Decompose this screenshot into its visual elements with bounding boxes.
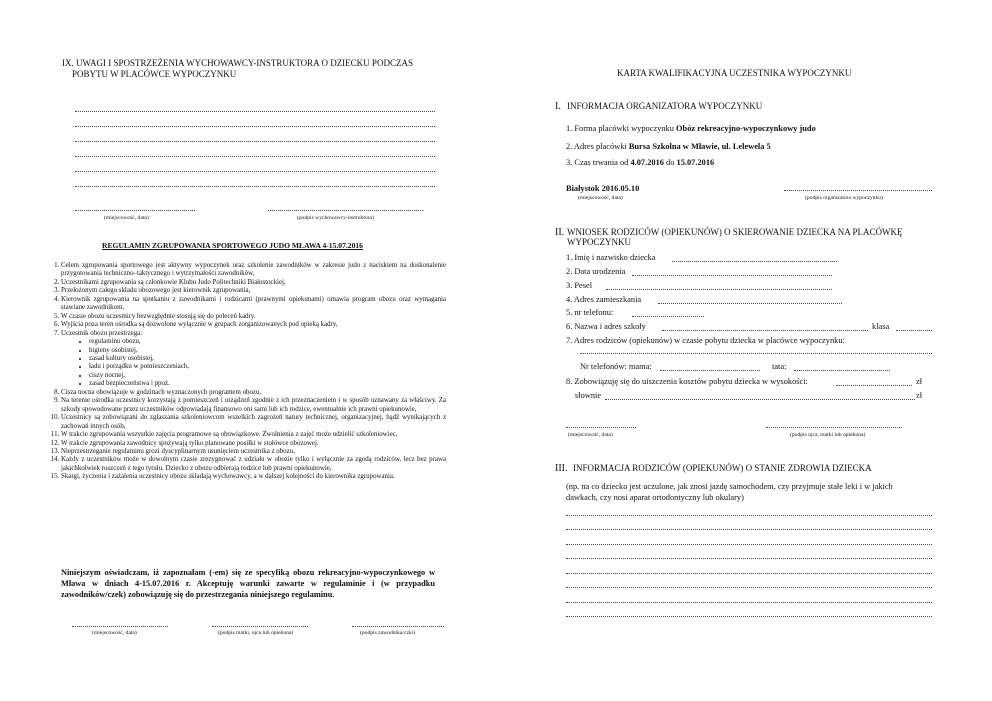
school-label: 6. Nazwa i adres szkoły <box>566 322 646 331</box>
caption-athlete-signature: (podpis zawodnika/czki) <box>360 630 416 636</box>
signature-line-tutor[interactable] <box>268 210 423 211</box>
parents-address-label: 7. Adres rodziców (opiekunów) w czasie pobytu dziecka w placówce wypoczynku: <box>566 336 845 345</box>
health-line[interactable] <box>566 573 932 574</box>
cost-words-unit: zł <box>916 391 923 400</box>
remarks-line[interactable] <box>75 126 435 127</box>
signature-line-place-4[interactable] <box>566 427 636 428</box>
class-label: klasa <box>872 322 890 331</box>
school-field[interactable] <box>662 330 868 331</box>
health-note-line1: (np. na co dziecko jest uczulone, jak znosi jazdę samochodem, czy przyjmuje stałe leki i w jakich <box>566 482 893 491</box>
date-from: 4.07.2016 <box>630 158 664 167</box>
caption-parent-signature-2: (podpis ojca, matki lub opiekuna) <box>790 432 866 438</box>
rule-item <box>61 330 446 389</box>
pesel-label: 3. Pesel <box>566 281 593 290</box>
rule-text: Uczestnik obozu przestrzega: <box>61 329 143 337</box>
health-line[interactable] <box>566 529 932 530</box>
phone-label: 5. nr telefonu: <box>566 308 614 317</box>
birth-date-field[interactable] <box>632 275 832 276</box>
health-line[interactable] <box>566 544 932 545</box>
rule-item: 12. W trakcie zgrupowania zawodnicy spożywają tylko planowane posiłki w stołówce obozowej. <box>61 440 446 448</box>
section-iii-title: INFORMACJA RODZICÓW (OPIEKUNÓW) O STANIE ZDROWIA DZIECKA <box>573 463 872 473</box>
bullet-item: • higieny osobistej, <box>89 347 446 355</box>
rule-item: 2. Uczestnikami zgrupowania są członkowie Klubu Judo Politechniki Białostockiej, <box>61 279 446 287</box>
caption-place-date-2: (miejscowość, data) <box>92 630 137 636</box>
remarks-line[interactable] <box>75 186 435 187</box>
health-line[interactable] <box>566 558 932 559</box>
cost-unit: zł <box>916 377 923 386</box>
mother-phone-field[interactable] <box>660 370 760 371</box>
remarks-line[interactable] <box>75 141 435 142</box>
father-phone-label: tata: <box>772 362 787 371</box>
phone-field[interactable] <box>632 316 704 317</box>
signature-line-place-2[interactable] <box>72 626 168 627</box>
rule-item: 3. Przełożonym całego składu obozowego jest kierownik zgrupowania, <box>61 287 446 295</box>
caption-parent-signature: (podpis matki, ojca lub opiekuna) <box>218 630 294 636</box>
organizer-form-line <box>566 124 816 135</box>
address-field[interactable] <box>658 303 842 304</box>
section-ix-title-line1: IX. UWAGI I SPOSTRZEŻENIA WYCHOWAWCY-INSTRUKTORA O DZIECKU PODCZAS <box>62 58 413 68</box>
remarks-line[interactable] <box>75 156 435 157</box>
signature-line-athlete[interactable] <box>352 626 444 627</box>
organizer-place-date: Białystok 2016.05.10 <box>566 184 640 193</box>
declaration-text: Niniejszym oświadczam, iż zapoznałam (-em) się ze specyfiką obozu rekreacyjno-wypoczynkowego w Mława w dniach 4-15.07.2016 r. Akceptuję warunki zawarte w regulaminie i (w przypadku zawodników/czek) zobowiązuję się do przestrzegania niniejszego regulaminu. <box>61 568 435 599</box>
rule-item: 4. Kierownik zgrupowania na spotkaniu z zawodnikami i rodzicami (prawnymi opiekunami) omawia program obozu oraz wymagania stawiane zawodnikom, <box>61 296 446 313</box>
section-ii-number: II. <box>555 227 565 238</box>
bullet-item: • ciszy nocnej, <box>89 372 446 380</box>
rule-item: 1. Celem zgrupowania sportowego jest aktywny wypoczynek oraz szkolenie zawodników w zakresie judo z naciskiem na doskonalenie przygotowania techniczno–taktycznego i wytrzymałości zawodników, <box>61 262 446 279</box>
caption-place-date: (miejscowość, data) <box>104 215 149 221</box>
health-note-line2: dawkach, czy nosi aparat ortodontyczny lub okulary) <box>566 493 744 502</box>
value: Obóz rekreacyjno-wypoczynkowy judo <box>676 124 816 133</box>
rule-item: 8. Cisza nocna obowiązuje w godzinach wyznaczonych programem obozu, <box>61 389 446 397</box>
rule-item: 14. Każdy z uczestników może w dowolnym czasie zrezygnować z udziału w obozie tylko i wyłącznie za zgodą rodziców, lecz bez prawa jakichkolwiek roszczeń z tego tytułu. Dziecko z obozu odbierają rodzice lub prawni opiekunowie, <box>61 456 446 473</box>
signature-line-parent-2[interactable] <box>766 427 902 428</box>
section-ix-title-line2: POBYTU W PLACÓWCE WYPOCZYNKU <box>72 69 237 79</box>
section-i-title: INFORMACJA ORGANIZATORA WYPOCZYNKU <box>567 101 763 111</box>
signature-line-parent[interactable] <box>212 626 308 627</box>
remarks-line[interactable] <box>75 171 435 172</box>
bullet-item: • zasad bezpieczeństwa i ppoż. <box>89 380 446 388</box>
rule-item: 5. W czasie obozu uczestnicy bezwzględnie stosują się do poleceń kadry. <box>61 313 446 321</box>
signature-line-place[interactable] <box>75 210 195 211</box>
section-iii-number: III. <box>555 463 568 474</box>
address-label: 4. Adres zamieszkania <box>566 295 642 304</box>
section-i-number: I. <box>555 101 561 112</box>
cost-words-field[interactable] <box>605 399 915 400</box>
mother-phone-label: Nr telefonów: mama: <box>580 362 652 371</box>
caption-place-date-3: (miejscowość, data) <box>578 195 623 201</box>
rule-item: 6. Wyjścia poza teren ośrodka są dozwolone wyłącznie w grupach zorganizowanych pod opieką kadry, <box>61 321 446 329</box>
rule-item: 15. Skargi, życzenia i zażalenia uczestnicy obozu składają wychowawcy, a w dalszej kolejności do kierownika zgrupowania. <box>61 473 446 481</box>
class-field[interactable] <box>896 330 932 331</box>
bullet-item: • zasad kultury osobistej, <box>89 355 446 363</box>
parents-address-field[interactable] <box>580 353 932 354</box>
birth-date-label: 2. Data urodzenia <box>566 267 626 276</box>
rule-item: 11. W trakcie zgrupowania wszystkie zajęcia programowe są obowiązkowe. Zwolnienia z zajęć może udzielić szkoleniowiec, <box>61 431 446 439</box>
pesel-field[interactable] <box>606 289 832 290</box>
organizer-address-line <box>566 142 771 153</box>
cost-words-label: słownie <box>575 391 602 400</box>
cost-field[interactable] <box>836 385 912 386</box>
caption-place-date-4: (miejscowość, data) <box>568 432 613 438</box>
regulamin-title: REGULAMIN ZGRUPOWANIA SPORTOWEGO JUDO MŁAWA 4-15.07.2016 <box>102 241 363 250</box>
cost-label: 8. Zobowiązuję się do uiszczenia kosztów pobytu dziecka w wysokości: <box>566 377 808 386</box>
label: 1. Forma placówki wypoczynku <box>566 124 677 133</box>
health-line[interactable] <box>566 587 932 588</box>
duration-line <box>566 158 714 169</box>
rule-item: 13. Nieprzestrzeganie regulaminu grozi dyscyplinarnym usunięciem uczestnika z obozu, <box>61 448 446 456</box>
health-line[interactable] <box>566 602 932 603</box>
health-line[interactable] <box>566 515 932 516</box>
caption-organizer-signature: (podpis organizatora wypoczynku) <box>805 195 883 201</box>
rule-bullets <box>61 338 446 389</box>
bullet-item: • ładu i porządku w pomieszczeniach, <box>89 363 446 371</box>
child-name-label: 1. Imię i nazwisko dziecka <box>566 253 656 262</box>
organizer-signature-line[interactable] <box>784 190 932 191</box>
value: Bursa Szkolna w Mławie, ul. Lelewela 5 <box>628 142 771 151</box>
date-to: 15.07.2016 <box>676 158 715 167</box>
father-phone-field[interactable] <box>794 370 890 371</box>
label: do <box>663 158 677 167</box>
health-line[interactable] <box>566 616 932 617</box>
remarks-line[interactable] <box>75 111 435 112</box>
caption-tutor-signature: (podpis wychowawcy-instruktora) <box>297 215 374 221</box>
rule-item: 9. Na terenie ośrodka uczestnicy korzystają z pomieszczeń i urządzeń zgodnie z ich przeznaczeniem i w sposób uznawany za właściwy. Za szkody spowodowane przez uczestników odpowiadają finansowo oni sami lub ich rodzice, ewentualnie ich prawni opiekunowie, <box>61 397 446 414</box>
regulamin-list <box>47 262 446 482</box>
bullet-item: • regulaminu obozu, <box>89 338 446 346</box>
form-title: KARTA KWALIFIKACYJNA UCZESTNIKA WYPOCZYNKU <box>617 68 852 78</box>
label: 2. Adres placówki <box>566 142 629 151</box>
section-ii-title-line2: WYPOCZYNKU <box>567 237 631 247</box>
label: 3. Czas trwania od <box>566 158 631 167</box>
rule-item: 10. Uczestnicy są zobowiązani do zgłaszania szkoleniowcom wszelkich zagrożeń natury technicznej, organizacyjnej, bądź wynikających z zachowań innych osób, <box>61 414 446 431</box>
section-ii-title-line1: WNIOSEK RODZICÓW (OPIEKUNÓW) O SKIEROWANIE DZIECKA NA PLACÓWKĘ <box>567 227 903 237</box>
child-name-field[interactable] <box>672 261 837 262</box>
